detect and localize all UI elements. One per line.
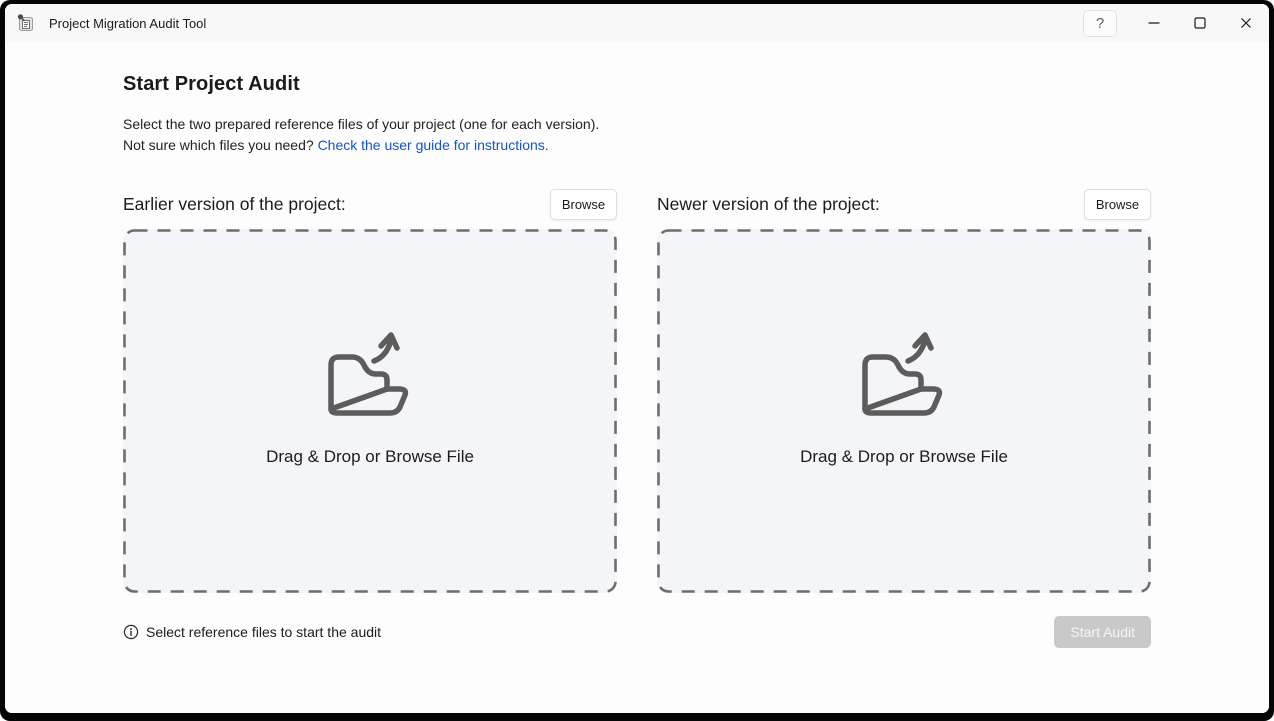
minimize-button[interactable] <box>1131 4 1177 42</box>
description-line2: Not sure which files you need? <box>123 136 318 153</box>
newer-version-label: Newer version of the project: <box>657 194 880 214</box>
drop-instruction-text: Drag & Drop or Browse File <box>800 447 1008 466</box>
start-audit-button[interactable]: Start Audit <box>1054 616 1151 648</box>
maximize-icon <box>1193 16 1207 30</box>
dropzone-earlier-version[interactable] <box>123 229 617 593</box>
upload-folder-icon <box>844 323 964 427</box>
dropzones-row <box>123 229 1151 593</box>
help-button[interactable] <box>1083 10 1117 37</box>
dropzone-newer-version[interactable] <box>657 229 1151 593</box>
upload-folder-icon <box>310 323 430 427</box>
minimize-icon <box>1147 16 1161 30</box>
section-header-row <box>123 189 1151 220</box>
footer-row <box>123 616 1151 648</box>
titlebar <box>5 4 1269 42</box>
page-description <box>123 114 1151 155</box>
maximize-button[interactable] <box>1177 4 1223 42</box>
close-icon <box>1239 16 1253 30</box>
status-message <box>123 624 381 640</box>
status-text: Select reference files to start the audit <box>146 624 382 640</box>
window-title: Project Migration Audit Tool <box>49 15 207 31</box>
drop-instruction-text: Drag & Drop or Browse File <box>266 447 474 466</box>
close-button[interactable] <box>1223 4 1269 42</box>
description-line1: Select the two prepared reference files of your project (one for each version). <box>123 116 600 132</box>
info-icon <box>123 624 139 640</box>
newer-version-header <box>657 189 1151 220</box>
app-icon <box>15 12 37 34</box>
earlier-version-label: Earlier version of the project: <box>123 194 346 214</box>
browse-earlier-button[interactable]: Browse <box>550 189 617 220</box>
main-content <box>5 42 1269 713</box>
question-mark-icon: ? <box>1095 14 1105 32</box>
browse-newer-button[interactable]: Browse <box>1084 189 1151 220</box>
user-guide-link[interactable]: Check the user guide for instructions. <box>317 136 549 153</box>
app-window <box>5 4 1269 713</box>
page-title: Start Project Audit <box>123 73 300 95</box>
earlier-version-header <box>123 189 617 220</box>
